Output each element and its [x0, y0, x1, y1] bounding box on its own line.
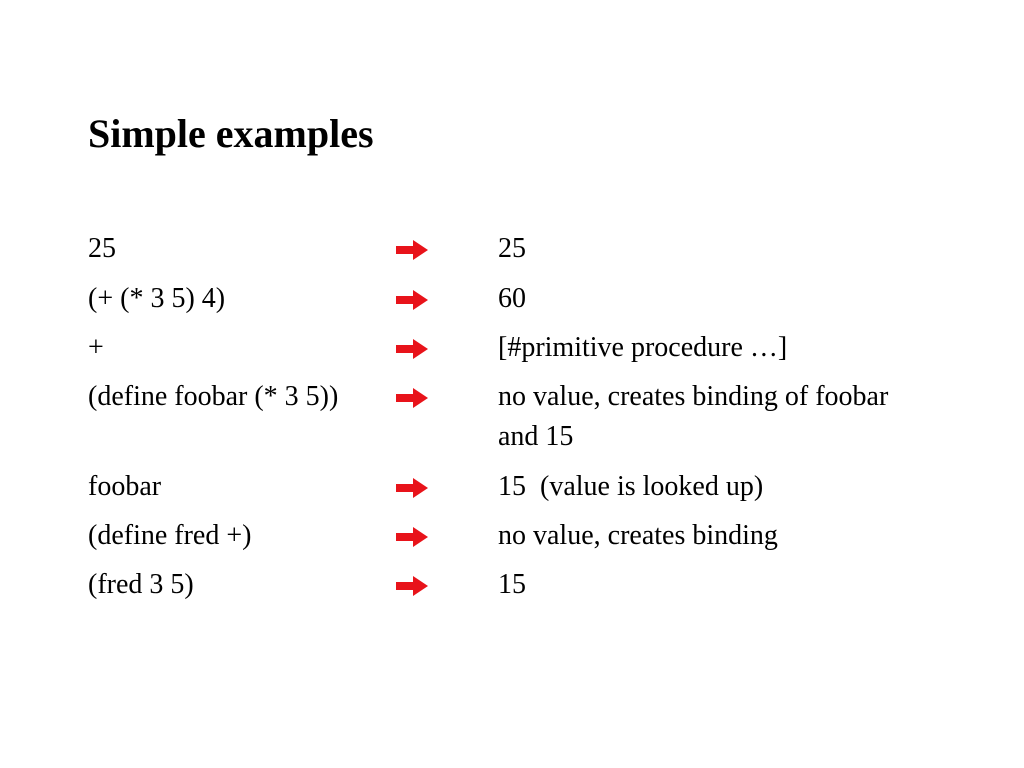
expression: (define foobar (* 3 5)) [88, 381, 339, 412]
expression: foobar [88, 471, 162, 502]
right-arrow-icon [396, 576, 428, 596]
result: [#primitive procedure …] [498, 332, 788, 363]
expression: (+ (* 3 5) 4) [88, 283, 226, 314]
right-arrow-icon [396, 478, 428, 498]
result: 60 [498, 283, 526, 314]
right-arrow-icon [396, 339, 428, 359]
right-arrow-icon [396, 240, 428, 260]
result: 15 [498, 569, 526, 600]
expression: (define fred +) [88, 520, 252, 551]
result: 15 (value is looked up) [498, 471, 764, 502]
right-arrow-icon [396, 527, 428, 547]
result: no value, creates binding [498, 520, 778, 551]
slide-title: Simple examples [88, 111, 374, 156]
right-arrow-icon [396, 388, 428, 408]
expression: (fred 3 5) [88, 569, 194, 600]
result: no value, creates binding of foobar and 15 [498, 381, 896, 452]
expression: + [88, 332, 104, 363]
right-arrow-icon [396, 290, 428, 310]
expression: 25 [88, 233, 116, 264]
result: 25 [498, 233, 526, 264]
